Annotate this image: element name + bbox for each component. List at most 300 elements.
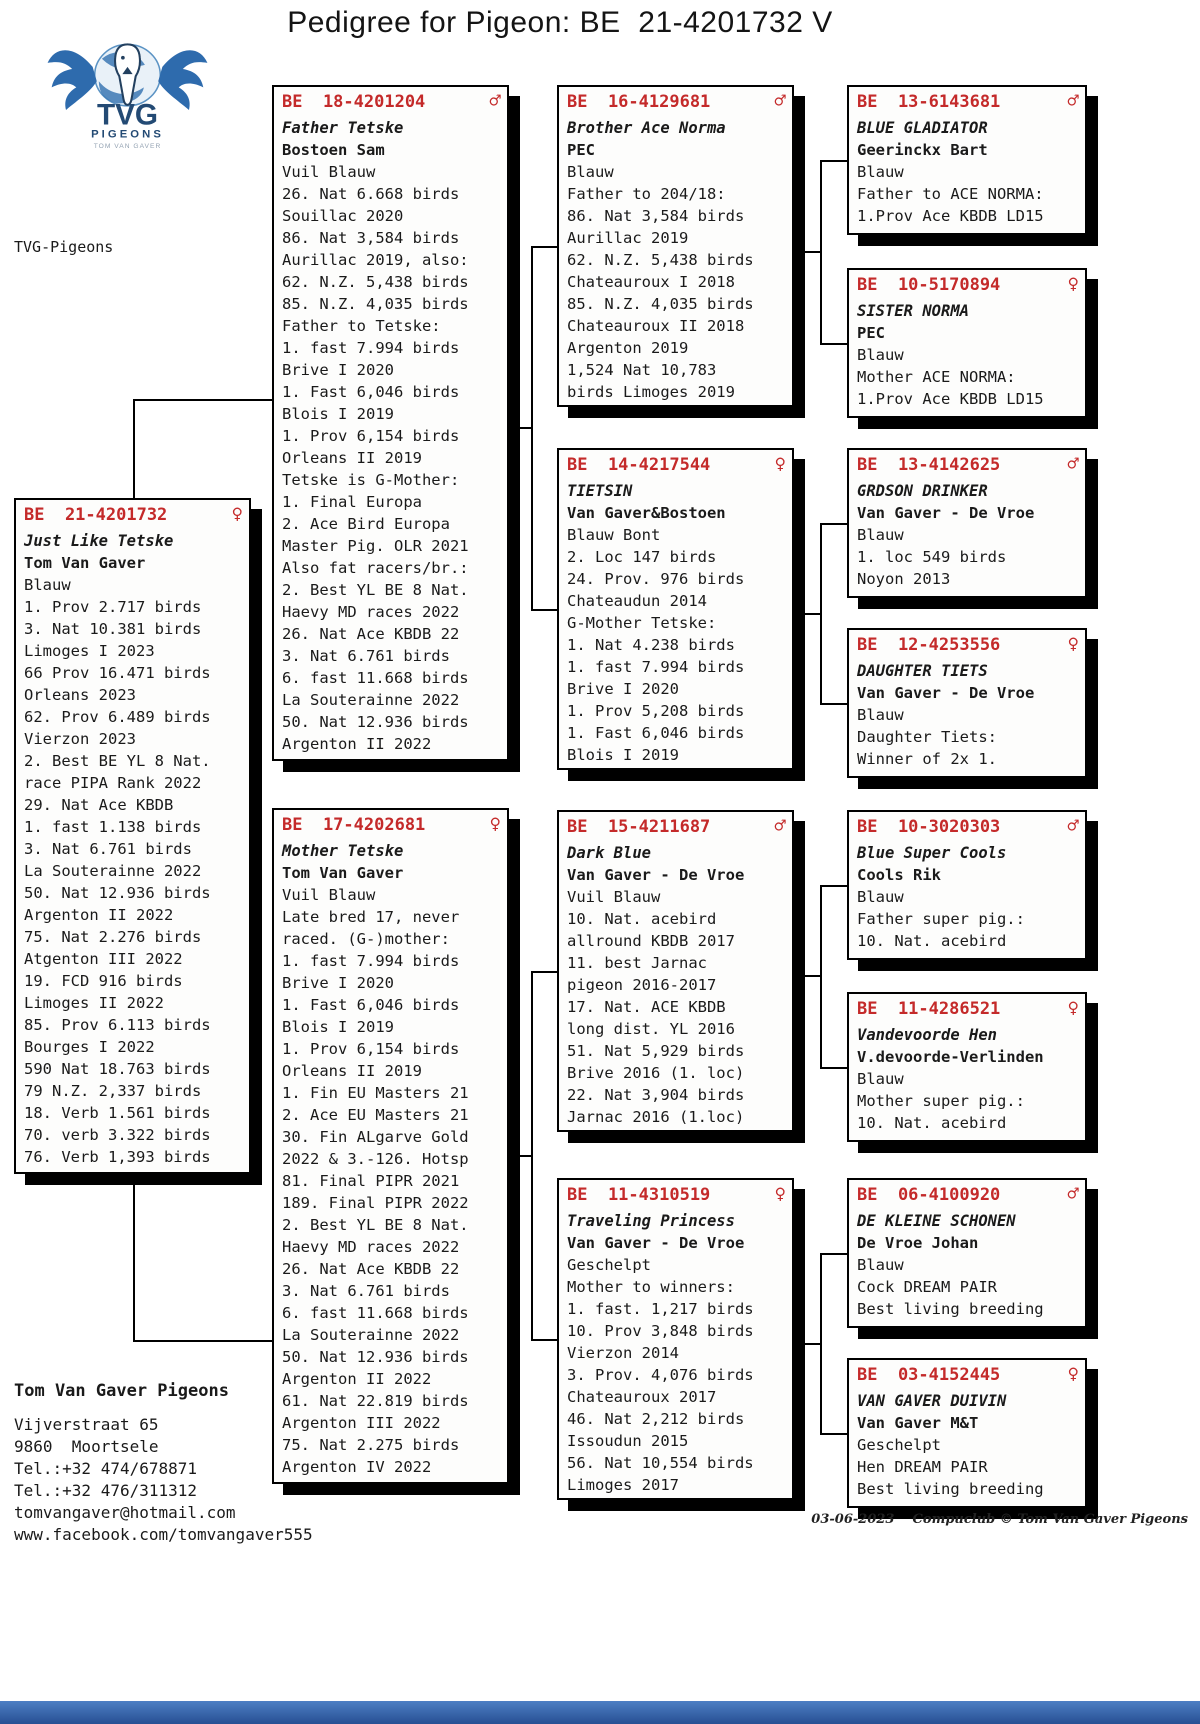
text-line: Bourges I 2022: [24, 1038, 155, 1056]
text-line: 26. Nat Ace KBDB 22: [282, 625, 460, 643]
text-line: Limoges 2017: [567, 1476, 679, 1494]
text-line: 70. verb 3.322 birds: [24, 1126, 211, 1144]
female-icon: ♀: [774, 453, 786, 475]
male-icon: ♂: [774, 815, 786, 837]
fancier-name: Van Gaver - De Vroe: [857, 504, 1035, 522]
text-line: Argenton III 2022: [282, 1414, 441, 1432]
text-line: 26. Nat Ace KBDB 22: [282, 1260, 460, 1278]
text-line: Argenton II 2022: [282, 1370, 432, 1388]
text-line: 1,524 Nat 10,783: [567, 361, 717, 379]
text-line: Aurillac 2019, also:: [282, 251, 469, 269]
logo-name-text: PIGEONS: [91, 128, 164, 141]
text-line: Argenton IV 2022: [282, 1458, 432, 1476]
text-line: Vierzon 2014: [567, 1344, 679, 1362]
pigeon-name: DE KLEINE SCHONEN: [857, 1212, 1016, 1230]
box-header: [282, 89, 501, 117]
male-icon: ♂: [1067, 815, 1079, 837]
male-icon: ♂: [1067, 90, 1079, 112]
box-header: [857, 814, 1079, 842]
pedigree-box-great-grandparent-4: [847, 628, 1087, 778]
text-line: 1. fast 1.138 birds: [24, 818, 202, 836]
box-header: [857, 452, 1079, 480]
text-line: 1. fast. 1,217 birds: [567, 1300, 754, 1318]
text-line: La Souterainne 2022: [282, 1326, 460, 1344]
fancier-name: V.devoorde-Verlinden: [857, 1048, 1044, 1066]
female-icon: ♀: [774, 1183, 786, 1205]
text-line: Father to Tetske:: [282, 317, 441, 335]
text-line: race PIPA Rank 2022: [24, 774, 202, 792]
text-line: Limoges I 2023: [24, 642, 155, 660]
text-line: Master Pig. OLR 2021: [282, 537, 469, 555]
pigeon-name: SISTER NORMA: [857, 302, 969, 320]
achievement-lines: [857, 524, 1079, 590]
pedigree-box-great-grandparent-1: [847, 85, 1087, 235]
text-line: Mother to winners:: [567, 1278, 735, 1296]
text-line: 1.Prov Ace KBDB LD15: [857, 207, 1044, 225]
fancier-name: De Vroe Johan: [857, 1234, 979, 1252]
text-line: 1. Prov 6,154 birds: [282, 427, 460, 445]
text-line: Father to 204/18:: [567, 185, 726, 203]
text-line: Also fat racers/br.:: [282, 559, 469, 577]
text-line: 6. fast 11.668 birds: [282, 669, 469, 687]
dove-eye: [121, 56, 125, 60]
box-header: [567, 814, 786, 842]
page-title: Pedigree for Pigeon: BE 21-4201732 V: [287, 6, 833, 39]
text-line: 1. Prov 6,154 birds: [282, 1040, 460, 1058]
text-line: Blauw: [857, 1256, 904, 1274]
text-line: 1. loc 549 birds: [857, 548, 1007, 566]
pigeon-name: BLUE GLADIATOR: [857, 119, 988, 137]
text-line: Vuil Blauw: [282, 886, 376, 904]
achievement-lines: [857, 1434, 1079, 1500]
text-line: 1. Fast 6,046 birds: [282, 383, 460, 401]
pedigree-box-grandfather-maternal: [557, 810, 794, 1132]
text-line: 1. Prov 5,208 birds: [567, 702, 745, 720]
text-line: 1. Fast 6,046 birds: [282, 996, 460, 1014]
text-line: 2022 & 3.-126. Hotsp: [282, 1150, 469, 1168]
box-header: [857, 1182, 1079, 1210]
text-line: 1.Prov Ace KBDB LD15: [857, 390, 1044, 408]
text-line: 22. Nat 3,904 birds: [567, 1086, 745, 1104]
pedigree-connector-line: [509, 427, 533, 429]
text-line: Blois I 2019: [282, 405, 394, 423]
text-line: Blois I 2019: [567, 746, 679, 764]
pigeon-name: GRDSON DRINKER: [857, 482, 988, 500]
text-line: 17. Nat. ACE KBDB: [567, 998, 726, 1016]
achievement-lines: [857, 886, 1079, 952]
text-line: 2. Best YL BE 8 Nat.: [282, 581, 469, 599]
achievement-lines: [857, 161, 1079, 227]
text-line: www.facebook.com/tomvangaver555: [14, 1525, 313, 1544]
text-line: 3. Prov. 4,076 birds: [567, 1366, 754, 1384]
text-line: Cock DREAM PAIR: [857, 1278, 997, 1296]
logo-tagline-text: TOM VAN GAVER: [93, 142, 162, 150]
text-line: Blauw: [24, 576, 71, 594]
fancier-name: Van Gaver - De Vroe: [567, 1234, 745, 1252]
fancier-name: Tom Van Gaver: [24, 554, 146, 572]
text-line: birds Limoges 2019: [567, 383, 735, 401]
text-line: 75. Nat 2.275 birds: [282, 1436, 460, 1454]
text-line: Brive 2016 (1. loc): [567, 1064, 745, 1082]
pedigree-connector-line: [133, 1174, 135, 1342]
text-line: 9860 Moortsele: [14, 1437, 159, 1456]
right-wing-icon: [158, 50, 207, 110]
pedigree-connector-line: [794, 975, 822, 977]
text-line: 1. Fin EU Masters 21: [282, 1084, 469, 1102]
logo-acronym-text: TVG: [96, 98, 159, 132]
fancier-name: PEC: [567, 141, 595, 159]
text-line: 1. fast 7.994 birds: [282, 339, 460, 357]
text-line: 10. Nat. acebird: [857, 932, 1007, 950]
bottom-blue-bar: [0, 1701, 1200, 1724]
text-line: 24. Prov. 976 birds: [567, 570, 745, 588]
text-line: 1. Final Europa: [282, 493, 422, 511]
ring-number: BE 06-4100920: [857, 1185, 1001, 1205]
text-line: Mother ACE NORMA:: [857, 368, 1016, 386]
pigeon-name: Vandevoorde Hen: [857, 1026, 997, 1044]
female-icon: ♀: [489, 813, 501, 835]
box-header: [857, 89, 1079, 117]
text-line: Issoudun 2015: [567, 1432, 689, 1450]
text-line: 85. N.Z. 4,035 birds: [567, 295, 754, 313]
fancier-name: Van Gaver - De Vroe: [857, 684, 1035, 702]
text-line: 1. fast 7.994 birds: [567, 658, 745, 676]
text-line: 10. Prov 3,848 birds: [567, 1322, 754, 1340]
text-line: 2. Best YL BE 8 Nat.: [282, 1216, 469, 1234]
pigeon-name: DAUGHTER TIETS: [857, 662, 988, 680]
text-line: Vijverstraat 65: [14, 1415, 159, 1434]
text-line: 79 N.Z. 2,337 birds: [24, 1082, 202, 1100]
text-line: Chateauroux II 2018: [567, 317, 745, 335]
pedigree-box-great-grandparent-7: [847, 1178, 1087, 1328]
text-line: La Souterainne 2022: [24, 862, 202, 880]
contact-lines: [14, 1414, 313, 1546]
female-icon: ♀: [1067, 997, 1079, 1019]
text-line: Tetske is G-Mother:: [282, 471, 460, 489]
text-line: 86. Nat 3,584 birds: [282, 229, 460, 247]
text-line: 86. Nat 3,584 birds: [567, 207, 745, 225]
text-line: 189. Final PIPR 2022: [282, 1194, 469, 1212]
ring-number: BE 15-4211687: [567, 817, 711, 837]
text-line: 61. Nat 22.819 birds: [282, 1392, 469, 1410]
fancier-name: Bostoen Sam: [282, 141, 385, 159]
achievement-lines: [282, 884, 501, 1478]
fancier-name: Van Gaver&Bostoen: [567, 504, 726, 522]
text-line: allround KBDB 2017: [567, 932, 735, 950]
pedigree-connector-line: [820, 523, 822, 705]
box-header: [282, 812, 501, 840]
text-line: Chateauroux 2017: [567, 1388, 717, 1406]
text-line: Geschelpt: [567, 1256, 651, 1274]
ring-number: BE 10-5170894: [857, 275, 1001, 295]
text-line: Blauw: [857, 346, 904, 364]
text-line: 62. N.Z. 5,438 birds: [567, 251, 754, 269]
text-line: Noyon 2013: [857, 570, 951, 588]
ring-number: BE 13-4142625: [857, 455, 1001, 475]
text-line: 11. best Jarnac: [567, 954, 707, 972]
text-line: 81. Final PIPR 2021: [282, 1172, 460, 1190]
female-icon: ♀: [1067, 1363, 1079, 1385]
pedigree-connector-line: [820, 1067, 847, 1069]
text-line: Vierzon 2023: [24, 730, 136, 748]
pedigree-box-grandfather-paternal: [557, 85, 794, 407]
pedigree-connector-line: [820, 1253, 847, 1255]
text-line: Argenton II 2022: [24, 906, 174, 924]
text-line: 85. Prov 6.113 birds: [24, 1016, 211, 1034]
box-header: [857, 272, 1079, 300]
pigeon-name: TIETSIN: [567, 482, 633, 500]
ring-number: BE 11-4286521: [857, 999, 1001, 1019]
text-line: Orleans II 2019: [282, 1062, 422, 1080]
text-line: Argenton II 2022: [282, 735, 432, 753]
text-line: 62. Prov 6.489 birds: [24, 708, 211, 726]
text-line: Haevy MD races 2022: [282, 1238, 460, 1256]
text-line: Winner of 2x 1.: [857, 750, 997, 768]
text-line: 50. Nat 12.936 birds: [282, 1348, 469, 1366]
pedigree-connector-line: [531, 609, 557, 611]
text-line: Souillac 2020: [282, 207, 404, 225]
pedigree-connector-line: [820, 160, 822, 345]
box-header: [857, 996, 1079, 1024]
fancier-name: Tom Van Gaver: [282, 864, 404, 882]
text-line: tomvangaver@hotmail.com: [14, 1503, 236, 1522]
text-line: 50. Nat 12.936 birds: [24, 884, 211, 902]
text-line: 1. Fast 6,046 birds: [567, 724, 745, 742]
text-line: Chateauroux I 2018: [567, 273, 735, 291]
pigeon-name: VAN GAVER DUIVIN: [857, 1392, 1007, 1410]
achievement-lines: [567, 161, 786, 403]
pedigree-box-great-grandparent-2: [847, 268, 1087, 418]
pedigree-connector-line: [794, 1343, 822, 1345]
box-header: [567, 452, 786, 480]
text-line: 46. Nat 2,212 birds: [567, 1410, 745, 1428]
pedigree-connector-line: [133, 399, 135, 500]
pedigree-connector-line: [820, 523, 847, 525]
text-line: Chateaudun 2014: [567, 592, 707, 610]
pedigree-connector-line: [820, 885, 847, 887]
text-line: Blauw: [857, 888, 904, 906]
text-line: Vuil Blauw: [282, 163, 376, 181]
achievement-lines: [857, 344, 1079, 410]
text-line: 10. Nat. acebird: [567, 910, 717, 928]
text-line: pigeon 2016-2017: [567, 976, 717, 994]
fancier-name: PEC: [857, 324, 885, 342]
text-line: 2. Best BE YL 8 Nat.: [24, 752, 211, 770]
pedigree-connector-line: [820, 703, 847, 705]
text-line: Best living breeding: [857, 1480, 1044, 1498]
text-line: Tel.:+32 476/311312: [14, 1481, 198, 1500]
text-line: 3. Nat 6.761 birds: [282, 647, 450, 665]
text-line: 590 Nat 18.763 birds: [24, 1060, 211, 1078]
pedigree-connector-line: [531, 1339, 557, 1341]
pedigree-connector-line: [820, 1253, 822, 1435]
ring-number: BE 18-4201204: [282, 92, 426, 112]
text-line: Tel.:+32 474/678871: [14, 1459, 198, 1478]
text-line: Vuil Blauw: [567, 888, 661, 906]
ring-number: BE 14-4217544: [567, 455, 711, 475]
pigeon-name: Father Tetske: [282, 119, 404, 137]
text-line: Jarnac 2016 (1.loc): [567, 1108, 745, 1126]
text-line: long dist. YL 2016: [567, 1020, 735, 1038]
text-line: Blauw: [857, 1070, 904, 1088]
text-line: Aurillac 2019: [567, 229, 689, 247]
text-line: 56. Nat 10,554 birds: [567, 1454, 754, 1472]
text-line: 1. Prov 2.717 birds: [24, 598, 202, 616]
text-line: 3. Nat 10.381 birds: [24, 620, 202, 638]
text-line: 85. N.Z. 4,035 birds: [282, 295, 469, 313]
pedigree-connector-line: [133, 1340, 272, 1342]
text-line: Orleans 2023: [24, 686, 136, 704]
text-line: 30. Fin ALgarve Gold: [282, 1128, 469, 1146]
pedigree-box-great-grandparent-3: [847, 448, 1087, 598]
contact-block: [14, 1380, 313, 1546]
text-line: 50. Nat 12.936 birds: [282, 713, 469, 731]
achievement-lines: [282, 161, 501, 755]
text-line: Brive I 2020: [282, 361, 394, 379]
female-icon: ♀: [1067, 633, 1079, 655]
pigeon-name: Dark Blue: [567, 844, 651, 862]
pedigree-box-great-grandparent-6: [847, 992, 1087, 1142]
text-line: 29. Nat Ace KBDB: [24, 796, 174, 814]
text-line: Late bred 17, never: [282, 908, 460, 926]
pedigree-connector-line: [133, 399, 272, 401]
pigeon-name: Blue Super Cools: [857, 844, 1007, 862]
text-line: 18. Verb 1.561 birds: [24, 1104, 211, 1122]
pedigree-connector-line: [820, 343, 847, 345]
pedigree-box-subject: [14, 498, 251, 1174]
text-line: Father super pig.:: [857, 910, 1025, 928]
text-line: 51. Nat 5,929 birds: [567, 1042, 745, 1060]
owner-label: TVG-Pigeons: [14, 238, 114, 256]
text-line: 76. Verb 1,393 birds: [24, 1148, 211, 1166]
box-header: [857, 1362, 1079, 1390]
pedigree-connector-line: [820, 885, 822, 1069]
male-icon: ♂: [1067, 1183, 1079, 1205]
achievement-lines: [567, 1254, 786, 1496]
female-icon: ♀: [231, 503, 243, 525]
text-line: Blauw Bont: [567, 526, 661, 544]
text-line: Blauw: [567, 163, 614, 181]
text-line: 3. Nat 6.761 birds: [24, 840, 192, 858]
text-line: 75. Nat 2.276 birds: [24, 928, 202, 946]
text-line: 19. FCD 916 birds: [24, 972, 183, 990]
fancier-name: Van Gaver M&T: [857, 1414, 979, 1432]
ring-number: BE 21-4201732: [24, 505, 168, 525]
pedigree-box-father: [272, 85, 509, 761]
pedigree-connector-line: [820, 1433, 847, 1435]
text-line: Blauw: [857, 163, 904, 181]
achievement-lines: [857, 704, 1079, 770]
text-line: Father to ACE NORMA:: [857, 185, 1044, 203]
box-header: [24, 502, 243, 530]
text-line: Mother super pig.:: [857, 1092, 1025, 1110]
text-line: 66 Prov 16.471 birds: [24, 664, 211, 682]
text-line: Argenton 2019: [567, 339, 689, 357]
text-line: Brive I 2020: [567, 680, 679, 698]
pedigree-connector-line: [531, 246, 533, 611]
pigeon-name: Traveling Princess: [567, 1212, 735, 1230]
fancier-name: Van Gaver - De Vroe: [567, 866, 745, 884]
male-icon: ♂: [774, 90, 786, 112]
text-line: 2. Ace EU Masters 21: [282, 1106, 469, 1124]
pedigree-box-grandmother-maternal: [557, 1178, 794, 1500]
pedigree-connector-line: [509, 1155, 533, 1157]
pigeon-name: Brother Ace Norma: [567, 119, 726, 137]
text-line: Geschelpt: [857, 1436, 941, 1454]
pedigree-box-grandmother-paternal: [557, 448, 794, 770]
text-line: 3. Nat 6.761 birds: [282, 1282, 450, 1300]
ring-number: BE 16-4129681: [567, 92, 711, 112]
box-header: [857, 632, 1079, 660]
text-line: 62. N.Z. 5,438 birds: [282, 273, 469, 291]
box-header: [567, 1182, 786, 1210]
text-line: 1. fast 7.994 birds: [282, 952, 460, 970]
text-line: Brive I 2020: [282, 974, 394, 992]
text-line: 6. fast 11.668 birds: [282, 1304, 469, 1322]
text-line: Blauw: [857, 526, 904, 544]
text-line: Blauw: [857, 706, 904, 724]
text-line: 10. Nat. acebird: [857, 1114, 1007, 1132]
male-icon: ♂: [489, 90, 501, 112]
pigeon-name: Mother Tetske: [282, 842, 404, 860]
achievement-lines: [24, 574, 243, 1168]
pedigree-connector-line: [531, 971, 557, 973]
text-line: Orleans II 2019: [282, 449, 422, 467]
text-line: Atgenton III 2022: [24, 950, 183, 968]
achievement-lines: [567, 524, 786, 766]
compuclub-credit-line: 03-06-2023 Compuclub © Tom Van Gaver Pigeons: [811, 1512, 1188, 1527]
text-line: raced. (G-)mother:: [282, 930, 450, 948]
loft-name: Tom Van Gaver Pigeons: [14, 1381, 229, 1401]
pedigree-connector-line: [820, 160, 847, 162]
pedigree-connector-line: [531, 971, 533, 1341]
ring-number: BE 17-4202681: [282, 815, 426, 835]
left-wing-icon: [48, 50, 97, 110]
text-line: 26. Nat 6.668 birds: [282, 185, 460, 203]
pedigree-connector-line: [794, 251, 822, 253]
achievement-lines: [857, 1068, 1079, 1134]
text-line: 1. Nat 4.238 birds: [567, 636, 735, 654]
text-line: 2. Ace Bird Europa: [282, 515, 450, 533]
text-line: Best living breeding: [857, 1300, 1044, 1318]
text-line: Daughter Tiets:: [857, 728, 997, 746]
pigeon-name: Just Like Tetske: [24, 532, 174, 550]
text-line: Hen DREAM PAIR: [857, 1458, 988, 1476]
tvg-pigeons-logo: [45, 28, 210, 153]
ring-number: BE 12-4253556: [857, 635, 1001, 655]
fancier-name: Cools Rik: [857, 866, 941, 884]
pedigree-box-great-grandparent-8: [847, 1358, 1087, 1508]
male-icon: ♂: [1067, 453, 1079, 475]
pedigree-box-great-grandparent-5: [847, 810, 1087, 960]
female-icon: ♀: [1067, 273, 1079, 295]
fancier-name: Geerinckx Bart: [857, 141, 988, 159]
text-line: G-Mother Tetske:: [567, 614, 717, 632]
ring-number: BE 13-6143681: [857, 92, 1001, 112]
text-line: Blois I 2019: [282, 1018, 394, 1036]
ring-number: BE 10-3020303: [857, 817, 1001, 837]
text-line: 2. Loc 147 birds: [567, 548, 717, 566]
text-line: Limoges II 2022: [24, 994, 164, 1012]
achievement-lines: [567, 886, 786, 1128]
pedigree-connector-line: [531, 246, 557, 248]
text-line: Haevy MD races 2022: [282, 603, 460, 621]
ring-number: BE 11-4310519: [567, 1185, 711, 1205]
achievement-lines: [857, 1254, 1079, 1320]
text-line: La Souterainne 2022: [282, 691, 460, 709]
pedigree-connector-line: [794, 613, 822, 615]
ring-number: BE 03-4152445: [857, 1365, 1001, 1385]
